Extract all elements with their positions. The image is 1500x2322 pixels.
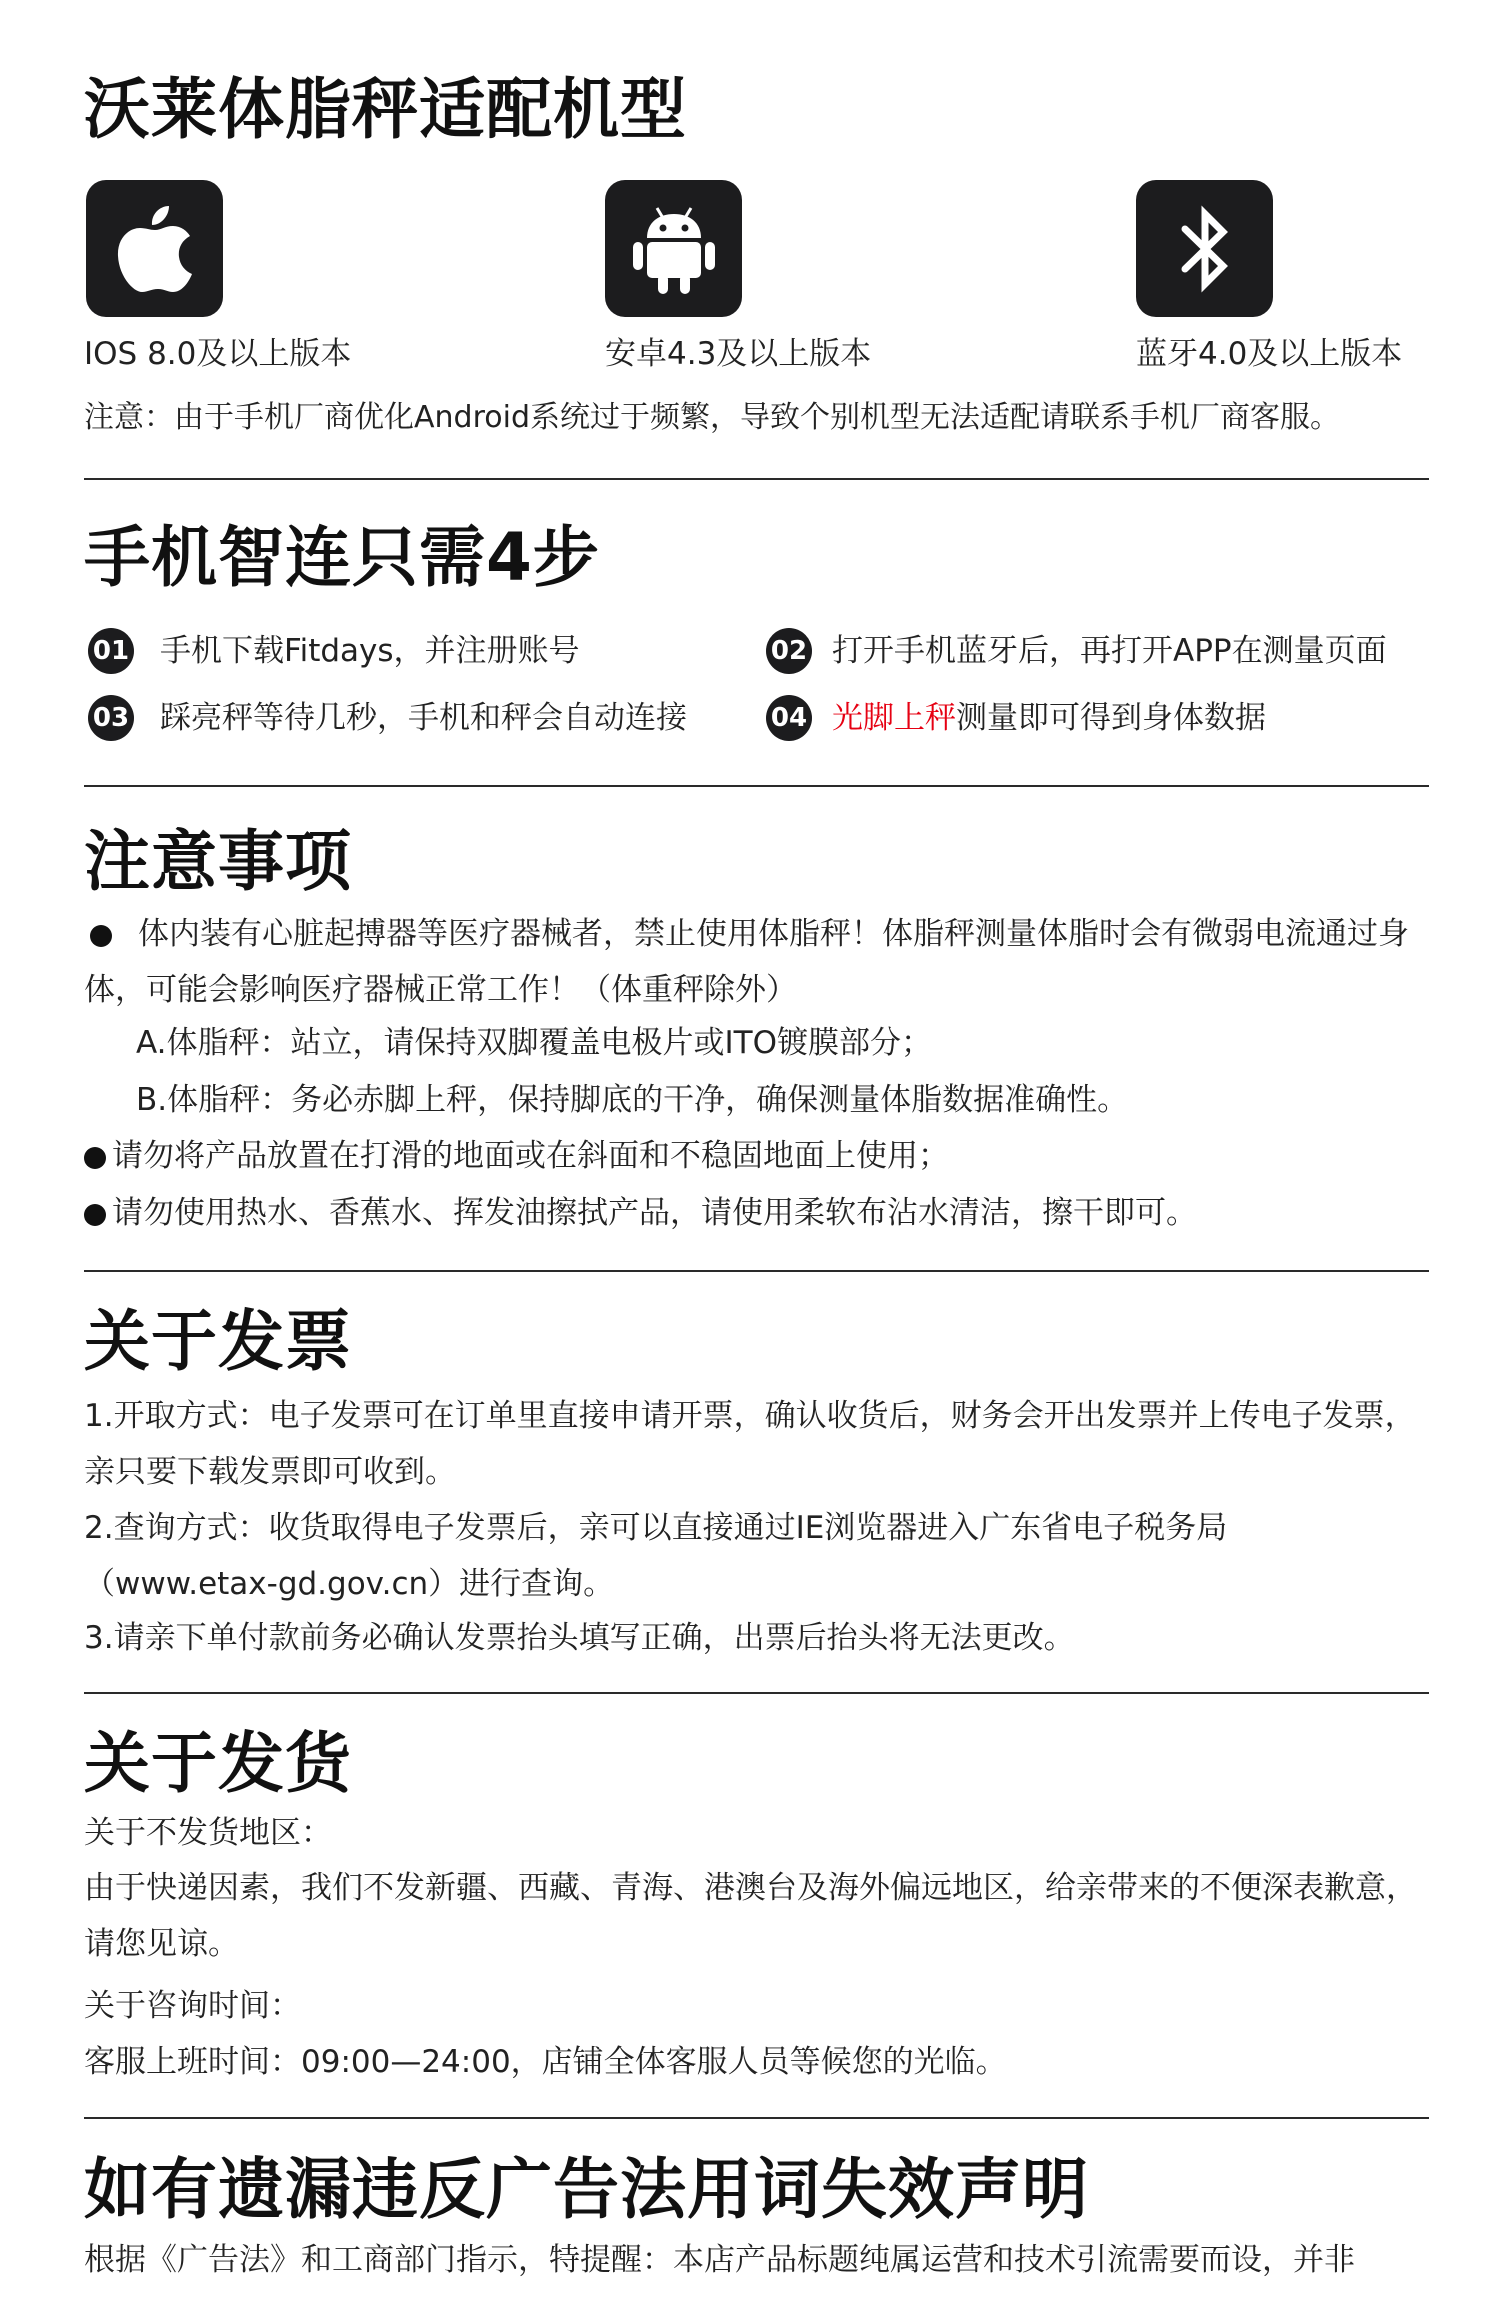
compat-title: 沃莱体脂秤适配机型: [84, 71, 687, 148]
notes-p1-text: 体内装有心脏起搏器等医疗器械者，禁止使用体脂秤！体脂秤测量体脂时会有微弱电流通过身体，可能会影响医疗器械正常工作！（体重秤除外）: [84, 916, 1409, 1008]
notes-title: 注意事项: [84, 823, 352, 900]
step-highlight: 光脚上秤: [832, 700, 956, 736]
step-text-03: 踩亮秤等待几秒，手机和秤会自动连接: [160, 700, 687, 736]
bullet-icon: [84, 1204, 106, 1226]
bluetooth-version-label: 蓝牙4.0及以上版本: [1136, 336, 1403, 372]
disclaimer-title: 如有遗漏违反广告法用词失效声明: [84, 2151, 1089, 2228]
notes-item-b: B.体脂秤：务必赤脚上秤，保持脚底的干净，确保测量体脂数据准确性。: [136, 1082, 1129, 1118]
divider: [84, 785, 1429, 787]
divider: [84, 478, 1429, 480]
step-text-01: 手机下载Fitdays，并注册账号: [160, 633, 580, 669]
notes-paragraph-2: [84, 1136, 949, 1176]
shipping-paragraph-hours: 客服上班时间：09:00—24:00，店铺全体客服人员等候您的光临。: [84, 2044, 1007, 2080]
notes-p2-text: 请勿将产品放置在打滑的地面或在斜面和不稳固地面上使用；: [112, 1138, 949, 1174]
step-text-04: [832, 698, 1266, 738]
bluetooth-icon: [1136, 180, 1273, 317]
step-text-04-rest: 测量即可得到身体数据: [956, 700, 1266, 736]
notes-paragraph-3: [84, 1193, 1197, 1233]
invoice-paragraph-3: 3.请亲下单付款前务必确认发票抬头填写正确，出票后抬头将无法更改。: [84, 1620, 1075, 1656]
step-badge-01: 01: [88, 628, 134, 674]
invoice-title: 关于发票: [84, 1303, 352, 1380]
divider: [84, 2117, 1429, 2119]
steps-title: 手机智连只需4步: [84, 519, 600, 596]
compat-note: 注意：由于手机厂商优化Android系统过于频繁，导致个别机型无法适配请联系手机厂商客服。: [84, 400, 1340, 435]
notes-item-a: A.体脂秤：站立，请保持双脚覆盖电极片或ITO镀膜部分；: [136, 1025, 932, 1061]
shipping-paragraph-region: 由于快递因素，我们不发新疆、西藏、青海、港澳台及海外偏远地区，给亲带来的不便深表歉意，请您见谅。: [84, 1870, 1417, 1962]
divider: [84, 1270, 1429, 1272]
ios-version-label: IOS 8.0及以上版本: [84, 336, 352, 372]
android-version-label: 安卓4.3及以上版本: [605, 336, 872, 372]
apple-icon: [86, 180, 223, 317]
notes-paragraph-1: [84, 906, 1429, 1018]
step-badge-03: 03: [88, 695, 134, 741]
step-text-02: 打开手机蓝牙后，再打开APP在测量页面: [832, 633, 1387, 669]
android-icon: [605, 180, 742, 317]
bullet-icon: [90, 925, 112, 947]
step-badge-02: 02: [766, 628, 812, 674]
bullet-icon: [84, 1147, 106, 1169]
disclaimer-paragraph: 根据《广告法》和工商部门指示，特提醒：本店产品标题纯属运营和技术引流需要而设，并非: [84, 2242, 1355, 2278]
notes-p3-text: 请勿使用热水、香蕉水、挥发油擦拭产品，请使用柔软布沾水清洁，擦干即可。: [112, 1195, 1197, 1231]
shipping-subtitle-region: 关于不发货地区：: [84, 1815, 332, 1851]
shipping-subtitle-hours: 关于咨询时间：: [84, 1988, 301, 2024]
shipping-title: 关于发货: [84, 1725, 352, 1802]
divider: [84, 1692, 1429, 1694]
invoice-paragraph-1: 1.开取方式：电子发票可在订单里直接申请开票，确认收货后，财务会开出发票并上传电子发票，亲只要下载发票即可收到。: [84, 1398, 1416, 1490]
step-badge-04: 04: [766, 695, 812, 741]
invoice-paragraph-2: 2.查询方式：收货取得电子发票后，亲可以直接通过IE浏览器进入广东省电子税务局（www.etax-gd.gov.cn）进行查询。: [84, 1510, 1228, 1602]
